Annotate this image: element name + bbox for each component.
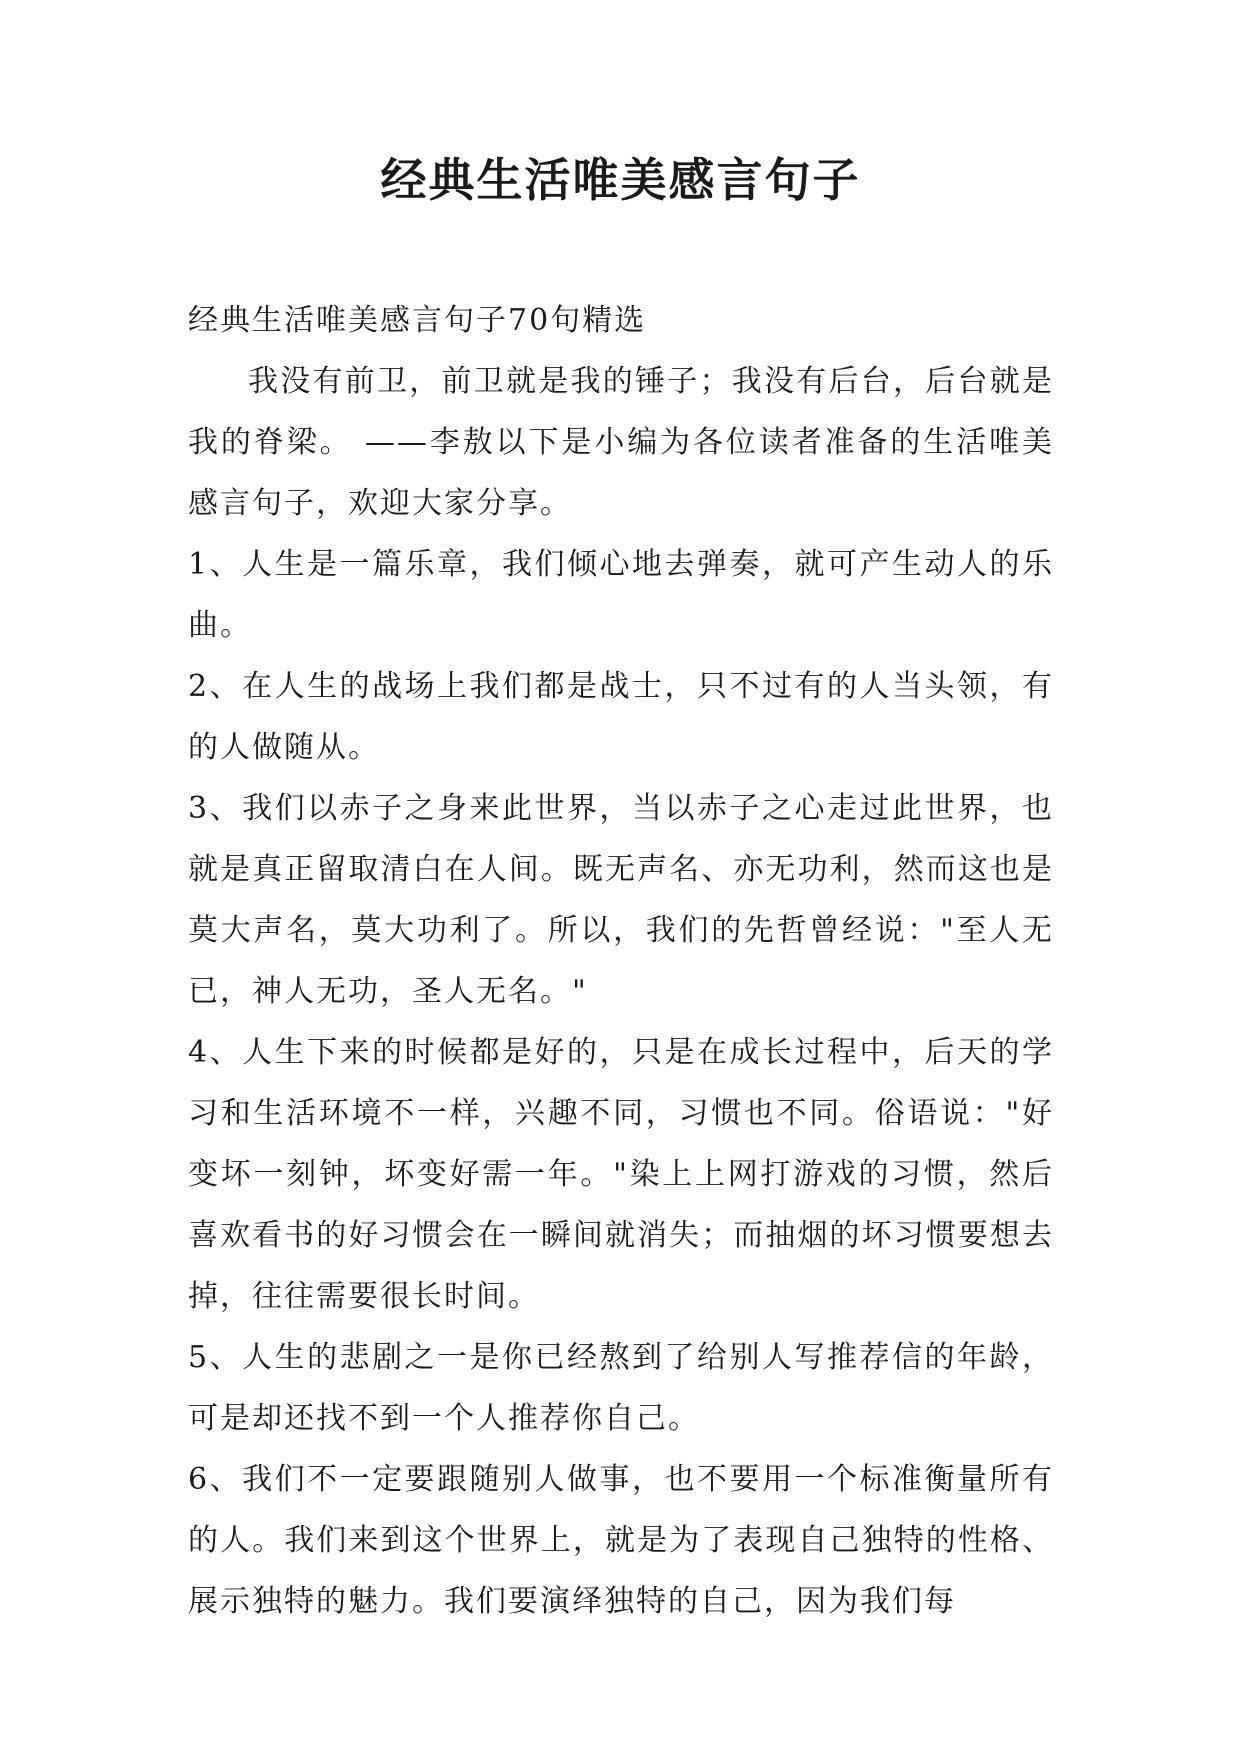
list-item: 2、在人生的战场上我们都是战士，只不过有的人当头领，有的人做随从。: [188, 669, 1054, 765]
list-item: 4、人生下来的时候都是好的，只是在成长过程中，后天的学习和生活环境不一样，兴趣不同，习惯也不同。俗语说："好变坏一刻钟，坏变好需一年。"染上上网打游戏的习惯，然后喜欢看书的好习惯会在一瞬间就消失；而抽烟的坏习惯要想去掉，往往需要很长时间。: [188, 1035, 1054, 1314]
intro-paragraph: 我没有前卫，前卫就是我的锤子；我没有后台，后台就是我的脊梁。 ——李敖以下是小编为各位读者准备的生活唯美感言句子，欢迎大家分享。: [188, 364, 1054, 521]
list-item: 1、人生是一篇乐章，我们倾心地去弹奏，就可产生动人的乐曲。: [188, 547, 1054, 643]
list-item: 6、我们不一定要跟随别人做事，也不要用一个标准衡量所有的人。我们来到这个世界上，就是为了表现自己独特的性格、展示独特的魅力。我们要演绎独特的自己，因为我们每: [188, 1462, 1054, 1619]
list-item: 3、我们以赤子之身来此世界，当以赤子之心走过此世界，也就是真正留取清白在人间。既无声名、亦无功利，然而这也是莫大声名，莫大功利了。所以，我们的先哲曾经说："至人无已，神人无功，圣人无名。": [188, 791, 1054, 1009]
document-title: 经典生活唯美感言句子: [380, 153, 861, 207]
document-body: [188, 290, 1054, 1632]
list-item: 5、人生的悲剧之一是你已经熬到了给别人写推荐信的年龄，可是却还找不到一个人推荐你自己。: [188, 1340, 1054, 1436]
document-subtitle: 经典生活唯美感言句子70句精选: [188, 303, 647, 338]
